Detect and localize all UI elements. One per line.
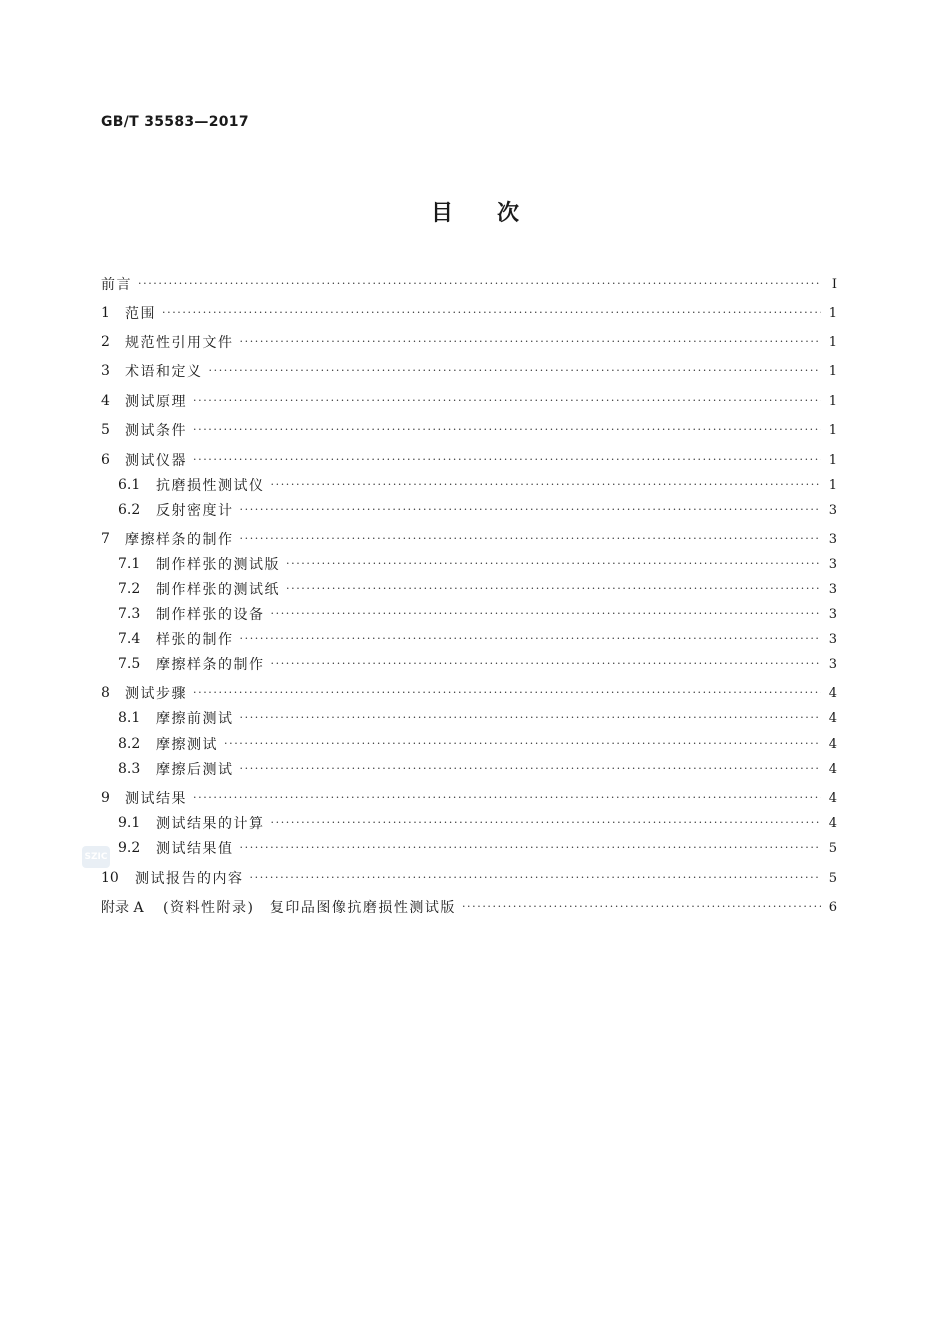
toc-entry[interactable] — [118, 554, 837, 574]
toc-entry-label: 摩擦后测试 — [156, 762, 234, 778]
toc-entry[interactable] — [118, 654, 837, 674]
toc-entry-number: 9 — [101, 790, 110, 806]
toc-entry[interactable] — [118, 708, 837, 728]
toc-entry-page: 1 — [828, 477, 837, 493]
toc-entry-label: 样张的制作 — [156, 632, 234, 648]
toc-entry-page: 4 — [828, 790, 837, 806]
toc-entry-number: 9.1 — [118, 815, 141, 831]
page-title: 目次 — [430, 201, 563, 226]
toc-entry-page: 3 — [828, 656, 837, 672]
dot-leader — [240, 759, 822, 779]
toc-entry-page: 4 — [828, 815, 837, 831]
toc-entry[interactable] — [101, 897, 837, 917]
toc-entry[interactable] — [101, 529, 837, 549]
toc-entry-page: 5 — [828, 840, 837, 856]
toc-entry-page: 1 — [828, 422, 837, 438]
toc-entry[interactable] — [118, 604, 837, 624]
toc-entry-number: 10 — [101, 870, 119, 886]
toc-entry-label: 测试结果的计算 — [156, 816, 265, 832]
toc-entry-number: 1 — [101, 305, 110, 321]
toc-entry-label: 前言 — [101, 277, 132, 293]
toc-entry[interactable] — [101, 361, 837, 381]
toc-entry[interactable] — [101, 303, 837, 323]
toc-entry-number: 7.3 — [118, 606, 141, 622]
toc-entry-page: 1 — [828, 452, 837, 468]
dot-leader — [193, 391, 821, 411]
toc-entry[interactable] — [118, 759, 837, 779]
toc-entry-number: 6.2 — [118, 502, 141, 518]
toc-entry-label: 摩擦测试 — [156, 737, 218, 753]
toc-entry-label: 测试仪器 — [125, 453, 187, 469]
dot-leader — [193, 788, 821, 808]
toc-entry-label: 测试结果值 — [156, 841, 234, 857]
toc-entry-number: 6 — [101, 452, 110, 468]
toc-entry-page: 4 — [828, 736, 837, 752]
toc-entry[interactable] — [118, 579, 837, 599]
toc-entry-number: 7.4 — [118, 631, 141, 647]
dot-leader — [462, 897, 821, 917]
toc-entry-number: 4 — [101, 393, 110, 409]
toc-entry[interactable] — [101, 868, 837, 888]
toc-entry-label: 范围 — [125, 306, 156, 322]
dot-leader — [138, 274, 821, 294]
toc-entry-number: 8.3 — [118, 761, 141, 777]
toc-entry[interactable] — [101, 788, 837, 808]
toc-entry-number: 2 — [101, 334, 110, 350]
toc-entry-number: 6.1 — [118, 477, 141, 493]
toc-entry[interactable] — [118, 500, 837, 520]
toc-entry[interactable] — [101, 450, 837, 470]
toc-entry-page: 4 — [828, 710, 837, 726]
dot-leader — [209, 361, 822, 381]
standard-code: GB/T 35583—2017 — [101, 114, 249, 130]
toc-entry-page: 3 — [828, 531, 837, 547]
toc-entry-number: 3 — [101, 363, 110, 379]
toc-entry-number: 8.1 — [118, 710, 141, 726]
dot-leader — [240, 500, 822, 520]
toc-entry-page: 4 — [828, 685, 837, 701]
toc-entry-label: 术语和定义 — [125, 364, 203, 380]
toc-entry-label: 摩擦样条的制作 — [156, 657, 265, 673]
toc-entry-page: 1 — [828, 305, 837, 321]
toc-entry-label: 测试步骤 — [125, 686, 187, 702]
toc-entry-label: 摩擦样条的制作 — [125, 532, 234, 548]
toc-entry[interactable] — [118, 475, 837, 495]
dot-leader — [193, 683, 821, 703]
toc-entry-page: I — [831, 276, 837, 292]
toc-entry-label: (资料性附录) 复印品图像抗磨损性测试版 — [163, 900, 456, 916]
toc-entry-page: 3 — [828, 502, 837, 518]
dot-leader — [271, 475, 822, 495]
toc-entry[interactable] — [101, 332, 837, 352]
toc-entry-page: 3 — [828, 581, 837, 597]
dot-leader — [224, 734, 821, 754]
dot-leader — [240, 529, 822, 549]
toc-entry-number: 9.2 — [118, 840, 141, 856]
toc-entry-label: 制作样张的设备 — [156, 607, 265, 623]
toc-entry-page: 3 — [828, 631, 837, 647]
toc-entry[interactable] — [101, 391, 837, 411]
dot-leader — [162, 303, 821, 323]
dot-leader — [240, 708, 822, 728]
toc-entry-page: 1 — [828, 393, 837, 409]
toc-entry-number: 5 — [101, 422, 110, 438]
dot-leader — [271, 654, 822, 674]
toc-entry-number: 8 — [101, 685, 110, 701]
toc-entry-label: 反射密度计 — [156, 503, 234, 519]
dot-leader — [286, 579, 821, 599]
toc-entry-page: 6 — [828, 899, 837, 915]
dot-leader — [193, 450, 821, 470]
toc-entry-page: 5 — [828, 870, 837, 886]
dot-leader — [286, 554, 821, 574]
toc-entry-number: 7 — [101, 531, 110, 547]
toc-entry-label: 测试结果 — [125, 791, 187, 807]
toc-entry-label: 测试条件 — [125, 423, 187, 439]
dot-leader — [240, 838, 822, 858]
toc-entry-page: 3 — [828, 606, 837, 622]
toc-entry-label: 摩擦前测试 — [156, 711, 234, 727]
toc-entry[interactable] — [118, 734, 837, 754]
toc-entry-label: 抗磨损性测试仪 — [156, 478, 265, 494]
toc-entry-label: 制作样张的测试纸 — [156, 582, 280, 598]
toc-entry-page: 1 — [828, 334, 837, 350]
toc-entry-page: 1 — [828, 363, 837, 379]
toc-entry-label: 测试原理 — [125, 394, 187, 410]
toc-entry-label: 规范性引用文件 — [125, 335, 234, 351]
toc-entry-number: 8.2 — [118, 736, 141, 752]
dot-leader — [240, 629, 822, 649]
toc-entry-number: 7.5 — [118, 656, 141, 672]
toc-entry[interactable] — [118, 838, 837, 858]
dot-leader — [250, 868, 822, 888]
toc-entry-number: 7.2 — [118, 581, 141, 597]
toc-entry-number: 7.1 — [118, 556, 141, 572]
toc-entry-page: 4 — [828, 761, 837, 777]
dot-leader — [193, 420, 821, 440]
toc-entry-page: 3 — [828, 556, 837, 572]
toc-entry[interactable] — [118, 813, 837, 833]
toc-entry-label: 测试报告的内容 — [135, 871, 244, 887]
toc-entry-label: 制作样张的测试版 — [156, 557, 280, 573]
toc-entry[interactable] — [101, 420, 837, 440]
dot-leader — [271, 604, 822, 624]
dot-leader — [271, 813, 822, 833]
toc-entry[interactable] — [101, 274, 837, 294]
toc-entry[interactable] — [101, 683, 837, 703]
toc-entry-number: 附录 A — [101, 900, 144, 916]
toc-entry[interactable] — [118, 629, 837, 649]
dot-leader — [240, 332, 822, 352]
watermark-logo-icon: SZIC — [82, 846, 110, 868]
